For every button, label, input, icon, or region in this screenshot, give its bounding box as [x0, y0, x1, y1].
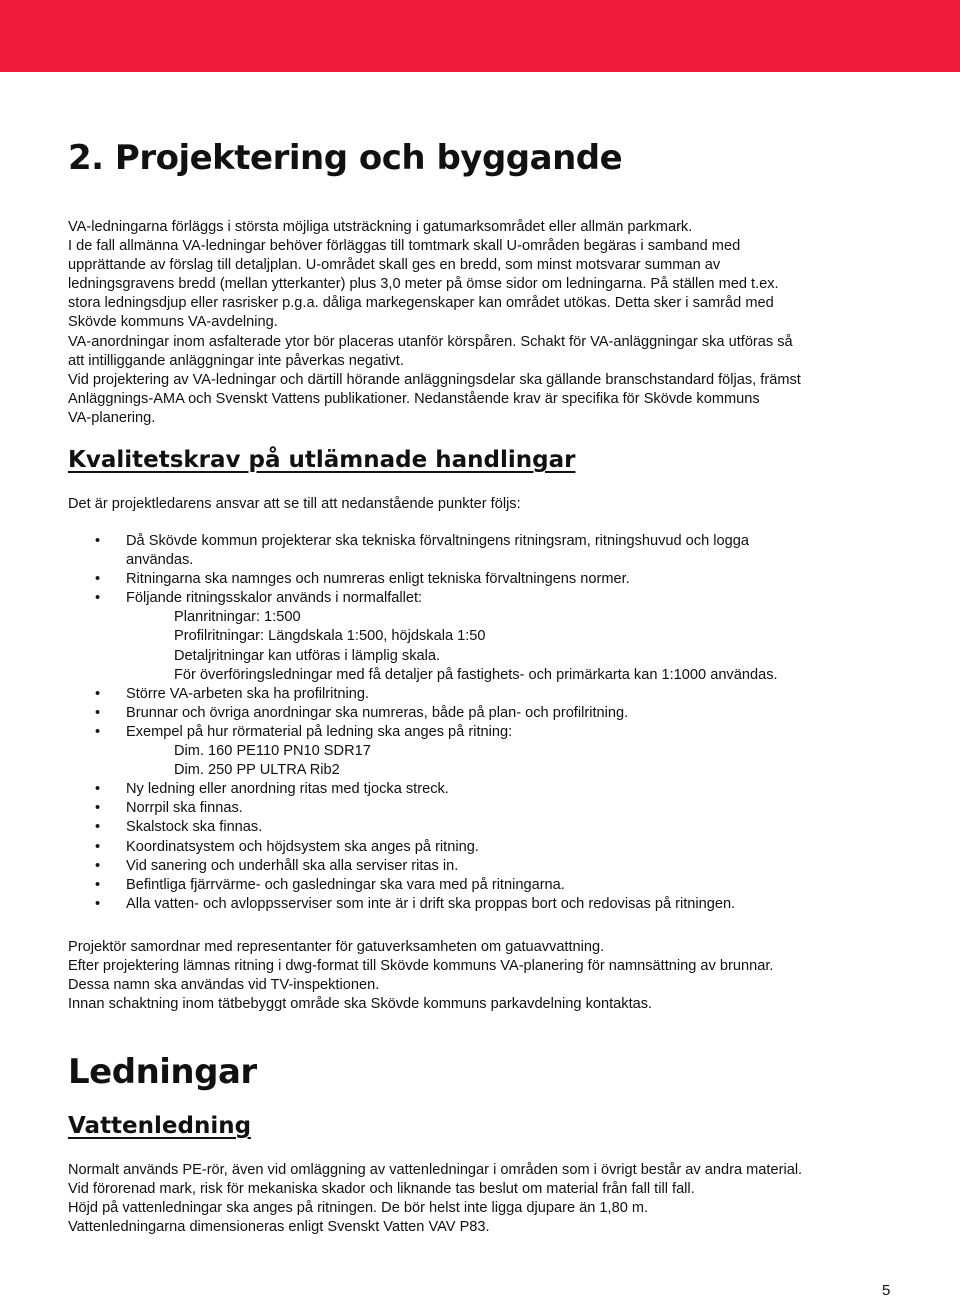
text-line: Vid projektering av VA-ledningar och därtill hörande anläggningsdelar ska gällande branschstandard följas, främst — [68, 371, 801, 388]
text-line: stora ledningsdjup eller rasrisker p.g.a. dåliga markegenskaper kan området utökas. Detta sker i samråd med — [68, 295, 774, 312]
bullet-icon: • — [95, 781, 101, 798]
text-line: upprättande av förslag till detaljplan. U-området skall ges en bredd, som minst motsvarar summan av — [68, 257, 721, 274]
sub-item: Dim. 160 PE110 PN10 SDR17 — [174, 743, 371, 760]
section-title: 2. Projektering och byggande — [68, 138, 623, 178]
text-line: Höjd på vattenledningar ska anges på ritningen. De bör helst inte ligga djupare än 1,80 m. — [68, 1200, 649, 1217]
bullet-icon: • — [95, 533, 101, 549]
list-item-text: användas. — [126, 552, 194, 569]
vattenledning-heading: Vattenledning — [68, 1113, 252, 1139]
bullet-icon: • — [95, 685, 101, 702]
text-line: att intilliggande anläggningar inte påverkas negativt. — [68, 352, 404, 369]
coordination-paragraph — [68, 938, 898, 1014]
text-line: Anläggnings-AMA och Svenskt Vattens publikationer. Nedanstående krav är specifika för Skövde kommuns — [68, 390, 760, 407]
bullet-icon: • — [95, 800, 101, 817]
list-item-text: Vid sanering och underhåll ska alla serviser ritas in. — [126, 857, 459, 874]
list-item-text: Koordinatsystem och höjdsystem ska anges på ritning. — [126, 838, 479, 855]
bullet-icon: • — [95, 876, 101, 893]
list-item-text: Skalstock ska finnas. — [126, 819, 263, 836]
page-number: 5 — [882, 1282, 891, 1299]
text-line: VA-ledningarna förläggs i största möjliga utsträckning i gatumarksområdet eller allmän parkmark. — [68, 219, 693, 235]
list-item-text: Då Skövde kommun projekterar ska tekniska förvaltningens ritningsram, ritningshuvud och logga — [126, 533, 749, 549]
list-item — [68, 895, 898, 914]
list-item — [68, 704, 898, 723]
sub-item: Profilritningar: Längdskala 1:500, höjdskala 1:50 — [174, 628, 486, 645]
bullet-icon: • — [95, 838, 101, 855]
list-item — [68, 532, 898, 570]
list-item-text: Exempel på hur rörmaterial på ledning ska anges på ritning: — [126, 723, 513, 740]
sub-item: Dim. 250 PP ULTRA Rib2 — [174, 762, 340, 779]
list-item-text: Större VA-arbeten ska ha profilritning. — [126, 685, 370, 702]
text-line: I de fall allmänna VA-ledningar behöver förläggas till tomtmark skall U-områden begäras i samband med — [68, 238, 741, 255]
list-item-text: Brunnar och övriga anordningar ska numreras, både på plan- och profilritning. — [126, 704, 629, 721]
bullet-icon: • — [95, 819, 101, 836]
list-item — [68, 818, 898, 837]
quality-heading: Kvalitetskrav på utlämnade handlingar — [68, 447, 576, 473]
list-item — [68, 876, 898, 895]
text-line: Projektör samordnar med representanter för gatuverksamheten om gatuavvattning. — [68, 939, 605, 955]
text-line: Innan schaktning inom tätbebyggt område ska Skövde kommuns parkavdelning kontaktas. — [68, 996, 653, 1013]
text-line: Vid förorenad mark, risk för mekaniska skador och liknande tas beslut om material från fall till fall. — [68, 1181, 695, 1198]
list-item-text: Följande ritningsskalor används i normalfallet: — [126, 590, 423, 607]
requirements-list — [68, 532, 898, 914]
quality-intro: Det är projektledarens ansvar att se till att nedanstående punkter följs: — [68, 496, 521, 512]
bullet-icon: • — [95, 723, 101, 740]
list-item — [68, 685, 898, 704]
bullet-icon: • — [95, 895, 101, 912]
list-item — [68, 589, 898, 684]
list-item-text: Befintliga fjärrvärme- och gasledningar ska vara med på ritningarna. — [126, 876, 565, 893]
bullet-icon: • — [95, 857, 101, 874]
text-line: Normalt används PE-rör, även vid omläggning av vattenledningar i områden som i övrigt består av andra material. — [68, 1162, 803, 1178]
list-item — [68, 780, 898, 799]
list-item-text: Ny ledning eller anordning ritas med tjocka streck. — [126, 781, 449, 798]
list-item — [68, 857, 898, 876]
sub-item: För överföringsledningar med få detaljer på fastighets- och primärkarta kan 1:1000 användas. — [174, 666, 778, 683]
list-item — [68, 838, 898, 857]
text-line: Vattenledningarna dimensioneras enligt Svenskt Vatten VAV P83. — [68, 1219, 490, 1236]
text-line: VA-planering. — [68, 409, 156, 426]
text-line: Dessa namn ska användas vid TV-inspektionen. — [68, 977, 380, 994]
list-item — [68, 570, 898, 589]
vattenledning-paragraph — [68, 1161, 898, 1237]
list-item — [68, 723, 898, 780]
ledningar-title: Ledningar — [68, 1052, 257, 1092]
list-item-text: Alla vatten- och avloppsserviser som inte är i drift ska proppas bort och redovisas på ritningen. — [126, 895, 736, 912]
list-item-text: Ritningarna ska namnges och numreras enligt tekniska förvaltningens normer. — [126, 571, 630, 588]
intro-paragraph — [68, 218, 898, 428]
list-item-text: Norrpil ska finnas. — [126, 800, 243, 817]
list-item — [68, 799, 898, 818]
sub-item: Detaljritningar kan utföras i lämplig skala. — [174, 647, 441, 664]
bullet-icon: • — [95, 571, 101, 588]
sub-item: Planritningar: 1:500 — [174, 609, 301, 626]
bullet-icon: • — [95, 590, 101, 607]
text-line: ledningsgravens bredd (mellan ytterkanter) plus 3,0 meter på ömse sidor om ledningarna. På ställen med t.ex. — [68, 276, 779, 293]
top-color-bar — [0, 0, 960, 72]
text-line: Skövde kommuns VA-avdelning. — [68, 314, 278, 331]
text-line: VA-anordningar inom asfalterade ytor bör placeras utanför körspåren. Schakt för VA-anläggningar ska utföras så — [68, 333, 793, 350]
text-line: Efter projektering lämnas ritning i dwg-format till Skövde kommuns VA-planering för namnsättning av brunnar. — [68, 958, 774, 975]
bullet-icon: • — [95, 704, 101, 721]
